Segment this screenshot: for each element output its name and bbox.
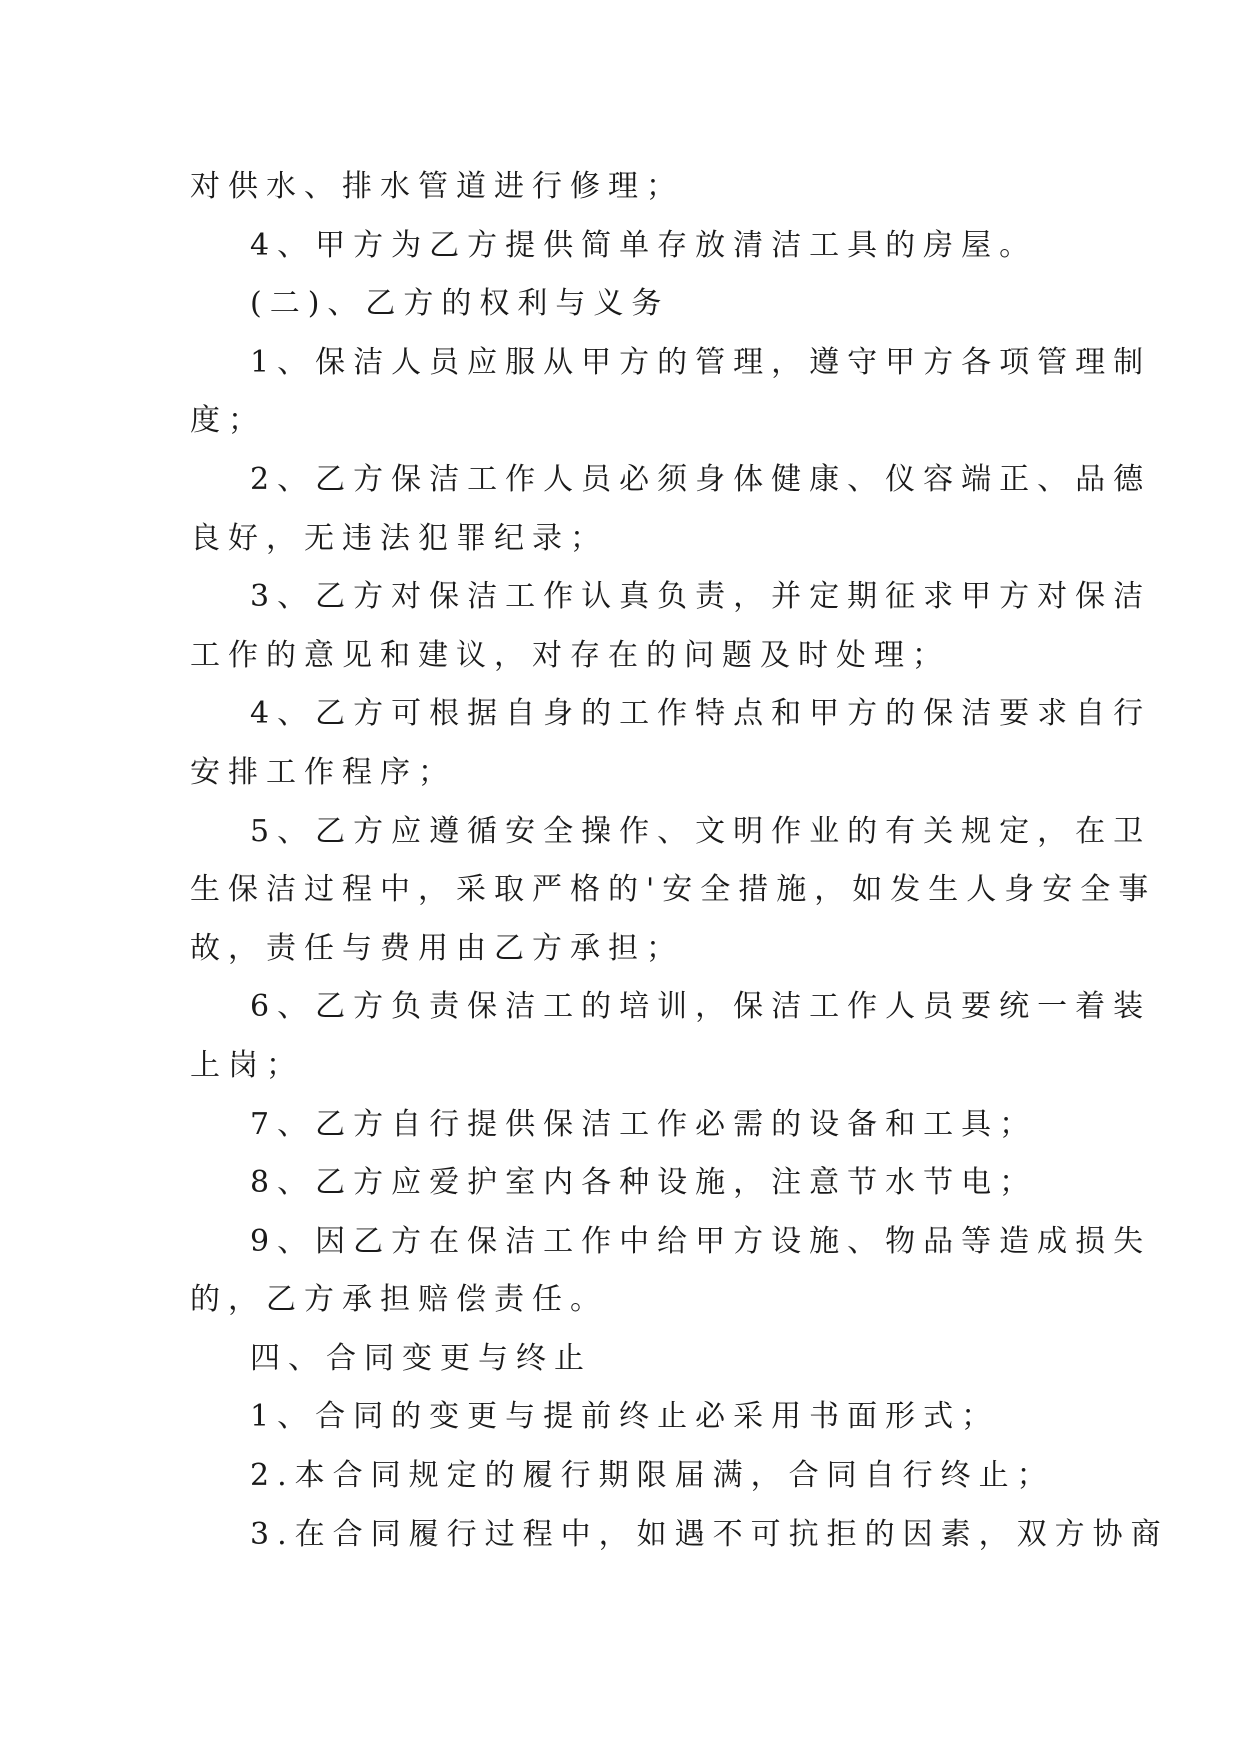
text-line-2: 4、甲方为乙方提供简单存放清洁工具的房屋。 — [250, 227, 1038, 263]
text-line-11: 安排工作程序； — [190, 754, 456, 790]
text-line-7: 良好，无违法犯罪纪录； — [190, 520, 608, 556]
text-line-6: 2、乙方保洁工作人员必须身体健康、仪容端正、品德 — [250, 461, 1152, 497]
section-heading-contract-change: 四、合同变更与终止 — [250, 1340, 592, 1376]
text-line-17: 7、乙方自行提供保洁工作必需的设备和工具； — [250, 1106, 1038, 1142]
text-line-4: 1、保洁人员应服从甲方的管理，遵守甲方各项管理制 — [250, 344, 1152, 380]
text-line-22: 1、合同的变更与提前终止必采用书面形式； — [250, 1399, 1000, 1435]
text-line-24: 3.在合同履行过程中，如遇不可抗拒的因素，双方协商 — [250, 1516, 1169, 1552]
text-line-5: 度； — [190, 403, 266, 439]
text-line-10: 4、乙方可根据自身的工作特点和甲方的保洁要求自行 — [250, 696, 1152, 732]
text-line-12: 5、乙方应遵循安全操作、文明作业的有关规定，在卫 — [250, 813, 1152, 849]
text-line-14: 故，责任与费用由乙方承担； — [190, 930, 684, 966]
text-line-9: 工作的意见和建议，对存在的问题及时处理； — [190, 637, 950, 673]
text-line-19: 9、因乙方在保洁工作中给甲方设施、物品等造成损失 — [250, 1223, 1152, 1259]
text-line-20: 的，乙方承担赔偿责任。 — [190, 1282, 608, 1318]
document-page — [190, 158, 1169, 1564]
text-line-13: 生保洁过程中，采取严格的'安全措施，如发生人身安全事 — [190, 872, 1157, 908]
text-line-18: 8、乙方应爱护室内各种设施，注意节水节电； — [250, 1165, 1038, 1201]
text-line-8: 3、乙方对保洁工作认真负责，并定期征求甲方对保洁 — [250, 579, 1152, 615]
text-line-15: 6、乙方负责保洁工的培训，保洁工作人员要统一着装 — [250, 989, 1152, 1025]
text-line-1: 对供水、排水管道进行修理； — [190, 169, 684, 204]
text-line-23: 2.本合同规定的履行期限届满，合同自行终止； — [250, 1458, 1055, 1494]
section-heading-party-b-rights: (二)、乙方的权利与义务 — [250, 286, 670, 322]
text-line-16: 上岗； — [190, 1047, 304, 1083]
